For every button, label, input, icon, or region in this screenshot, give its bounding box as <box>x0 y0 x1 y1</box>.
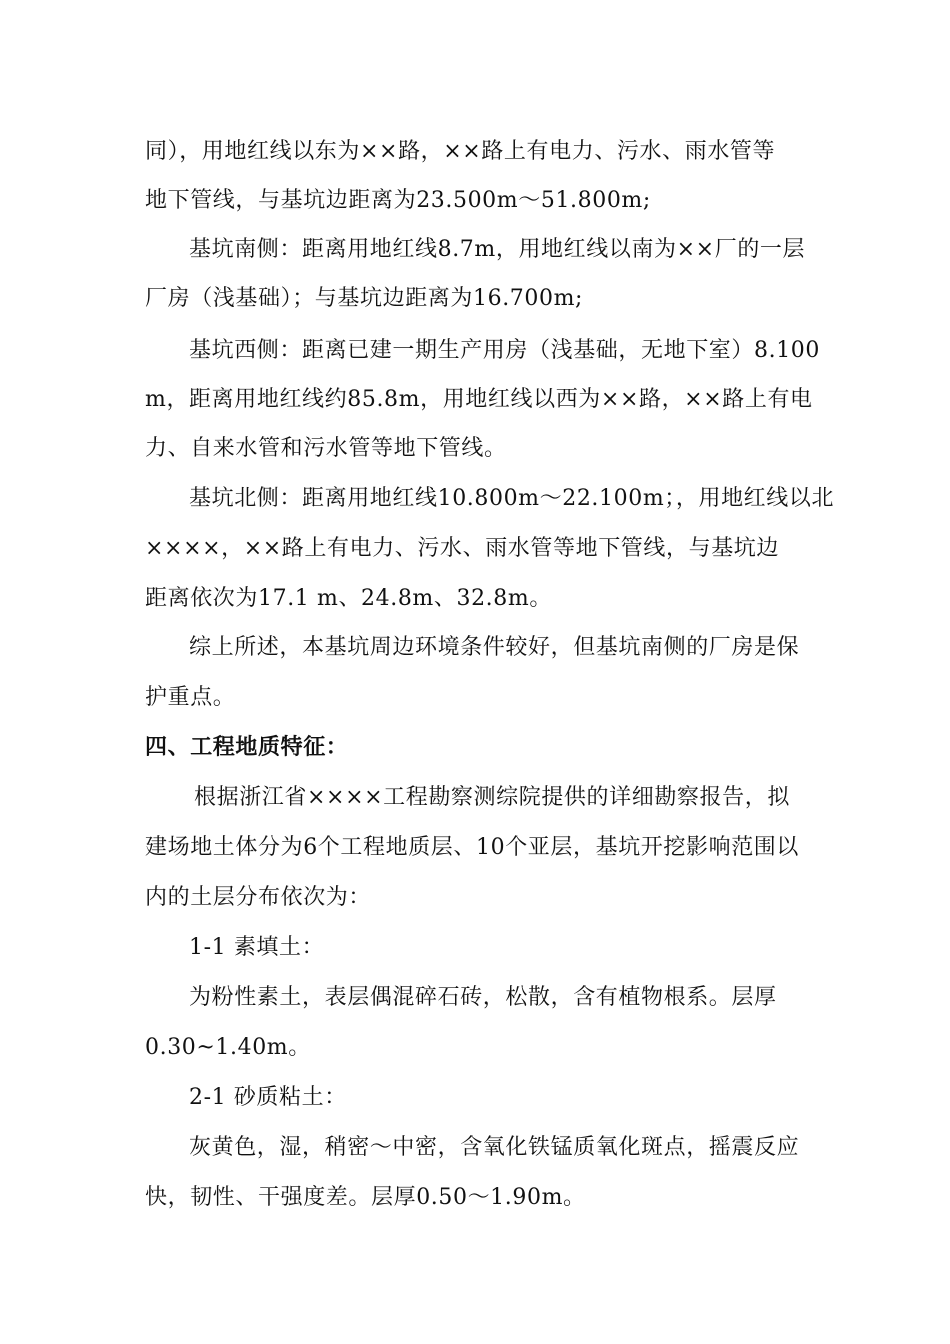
layer-title: 2-1 砂质粘土： <box>189 1085 347 1110</box>
paragraph-line: 综上所述，本基坑周边环境条件较好，但基坑南侧的厂房是保 <box>189 635 800 660</box>
layer-title: 1-1 素填土： <box>189 935 325 960</box>
paragraph-line: 地下管线，与基坑边距离为23.500m～51.800m; <box>145 188 651 213</box>
paragraph-line: 建场地土体分为6个工程地质层、10个亚层，基坑开挖影响范围以 <box>145 835 799 860</box>
paragraph-line: 内的土层分布依次为： <box>145 885 372 910</box>
paragraph-line: ××××，××路上有电力、污水、雨水管等地下管线，与基坑边 <box>145 536 780 561</box>
paragraph-line: 灰黄色，湿，稍密～中密，含氧化铁锰质氧化斑点，摇震反应 <box>189 1135 800 1160</box>
paragraph-line: 厂房（浅基础）；与基坑边距离为16.700m; <box>145 286 584 311</box>
paragraph-line: 快，韧性、干强度差。层厚0.50～1.90m。 <box>145 1185 586 1210</box>
paragraph-line: 距离依次为17.1 m、24.8m、32.8m。 <box>145 586 552 611</box>
section-heading: 四、工程地质特征： <box>145 735 349 760</box>
paragraph-line: 力、自来水管和污水管等地下管线。 <box>145 436 507 461</box>
paragraph-line: m，距离用地红线约85.8m，用地红线以西为××路，××路上有电 <box>145 387 813 412</box>
paragraph-line: 为粉性素土，表层偶混碎石砖，松散，含有植物根系。层厚 <box>189 985 777 1010</box>
paragraph-line: 基坑北侧：距离用地红线10.800m～22.100m；，用地红线以北 <box>189 486 835 511</box>
paragraph-line: 根据浙江省××××工程勘察测综院提供的详细勘察报告，拟 <box>194 785 790 810</box>
paragraph-line: 基坑西侧：距离已建一期生产用房（浅基础，无地下室）8.100 <box>189 338 820 363</box>
paragraph-line: 同），用地红线以东为××路，××路上有电力、污水、雨水管等 <box>145 139 776 164</box>
paragraph-line: 基坑南侧：距离用地红线8.7m，用地红线以南为××厂的一层 <box>189 237 806 262</box>
paragraph-line: 0.30~1.40m。 <box>145 1035 311 1060</box>
paragraph-line: 护重点。 <box>145 685 236 710</box>
